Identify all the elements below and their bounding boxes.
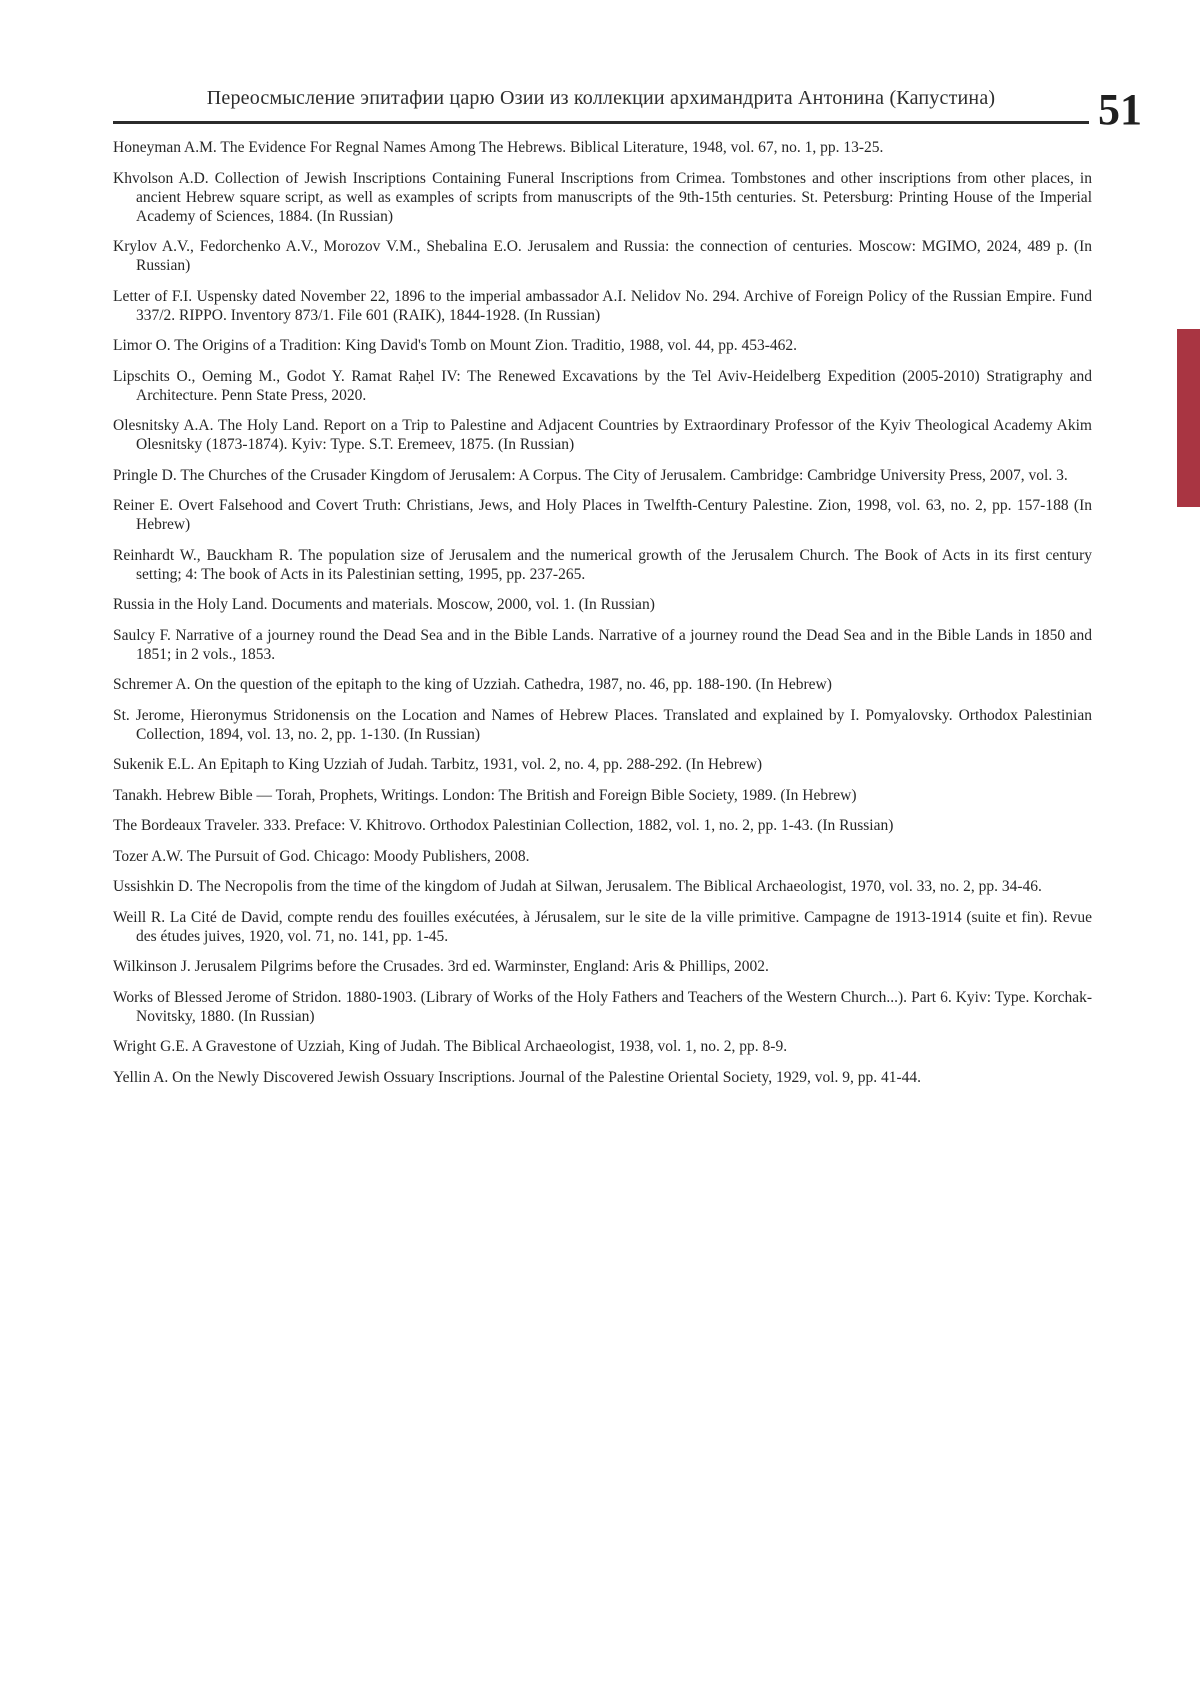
reference-entry: Reinhardt W., Bauckham R. The population size of Jerusalem and the numerical growth of the Jerusalem Church. The Book of Acts in its first century setting; 4: The book of Acts in its Palestinian setting, 1995, pp. 237-265. [113,546,1092,583]
references-list [113,138,1092,1098]
reference-entry: Wilkinson J. Jerusalem Pilgrims before the Crusades. 3rd ed. Warminster, England: Aris & Phillips, 2002. [113,958,769,975]
reference-entry: Russia in the Holy Land. Documents and materials. Moscow, 2000, vol. 1. (In Russian) [113,596,655,613]
reference-entry: Olesnitsky A.A. The Holy Land. Report on a Trip to Palestine and Adjacent Countries by Extraordinary Professor of the Kyiv Theological Academy Akim Olesnitsky (1873-1874). Kyiv: Type. S.T. Eremeev, 1875. (In Russian) [113,417,1092,453]
reference-entry: Honeyman A.M. The Evidence For Regnal Names Among The Hebrews. Biblical Literature, 1948, vol. 67, no. 1, pp. 13-25. [113,139,884,156]
reference-entry: Works of Blessed Jerome of Stridon. 1880-1903. (Library of Works of the Holy Fathers and Teachers of the Western Church...). Part 6. Kyiv: Type. Korchak-Novitsky, 1880. (In Russian) [113,988,1092,1025]
reference-entry: Saulcy F. Narrative of a journey round the Dead Sea and in the Bible Lands. Narrative of a journey round the Dead Sea and in the Bible Lands in 1850 and 1851; in 2 vols., 1853. [113,626,1092,663]
reference-entry: Ussishkin D. The Necropolis from the time of the kingdom of Judah at Silwan, Jerusalem. The Biblical Archaeologist, 1970, vol. 33, no. 2, pp. 34-46. [113,878,1042,895]
reference-entry: The Bordeaux Traveler. 333. Preface: V. Khitrovo. Orthodox Palestinian Collection, 1882, vol. 1, no. 2, pp. 1-43. (In Russian) [113,817,894,834]
reference-entry: Sukenik E.L. An Epitaph to King Uzziah of Judah. Tarbitz, 1931, vol. 2, no. 4, pp. 288-292. (In Hebrew) [113,756,763,773]
reference-entry: Khvolson A.D. Collection of Jewish Inscriptions Containing Funeral Inscriptions from Crimea. Tombstones and other inscriptions from other places, in ancient Hebrew square script, as well as examples of scripts from manuscripts of the 9th-15th centuries. St. Petersburg: Printing House of the Imperial Academy of Sciences, 1884. (In Russian) [113,169,1092,225]
reference-entry: Tozer A.W. The Pursuit of God. Chicago: Moody Publishers, 2008. [113,847,530,865]
reference-entry: Pringle D. The Churches of the Crusader Kingdom of Jerusalem: A Corpus. The City of Jerusalem. Cambridge: Cambridge University Press, 2007, vol. 3. [113,466,1068,484]
header-rule [113,121,1089,124]
reference-entry: Yellin A. On the Newly Discovered Jewish Ossuary Inscriptions. Journal of the Palestine Oriental Society, 1929, vol. 9, pp. 41-44. [113,1068,922,1086]
reference-entry: Wright G.E. A Gravestone of Uzziah, King of Judah. The Biblical Archaeologist, 1938, vol. 1, no. 2, pp. 8-9. [113,1038,788,1055]
reference-entry: St. Jerome, Hieronymus Stridonensis on the Location and Names of Hebrew Places. Translated and explained by I. Pomyalovsky. Orthodox Palestinian Collection, 1894, vol. 13, no. 2, pp. 1-130. (In Russian) [113,706,1092,743]
reference-entry: Limor O. The Origins of a Tradition: King David's Tomb on Mount Zion. Traditio, 1988, vol. 44, pp. 453-462. [113,337,798,354]
page-number: 51 [1098,85,1142,134]
margin-accent-bar [1177,329,1200,507]
reference-entry: Schremer A. On the question of the epitaph to the king of Uzziah. Cathedra, 1987, no. 46, pp. 188-190. (In Hebrew) [113,676,832,693]
reference-entry: Tanakh. Hebrew Bible — Torah, Prophets, Writings. London: The British and Foreign Bible Society, 1989. (In Hebrew) [113,786,857,804]
reference-entry: Reiner E. Overt Falsehood and Covert Truth: Christians, Jews, and Holy Places in Twelfth-Century Palestine. Zion, 1998, vol. 63, no. 2, pp. 157-188 (In Hebrew) [113,497,1092,533]
running-title: Переосмысление эпитафии царю Озии из коллекции архимандрита Антонина (Капустина) [206,87,996,109]
reference-entry: Krylov A.V., Fedorchenko A.V., Morozov V.M., Shebalina E.O. Jerusalem and Russia: the connection of centuries. Moscow: MGIMO, 2024, 489 p. (In Russian) [113,238,1092,274]
reference-entry: Weill R. La Cité de David, compte rendu des fouilles exécutées, à Jérusalem, sur le site de la ville primitive. Campagne de 1913-1914 (suite et fin). Revue des études juives, 1920, vol. 71, no. 141, pp. 1-45. [113,908,1092,945]
reference-entry: Letter of F.I. Uspensky dated November 22, 1896 to the imperial ambassador A.I. Nelidov No. 294. Archive of Foreign Policy of the Russian Empire. Fund 337/2. RIPPO. Inventory 873/1. File 601 (RAIK), 1844-1928. (In Russian) [113,287,1092,324]
reference-entry: Lipschits O., Oeming M., Godot Y. Ramat Raḥel IV: The Renewed Excavations by the Tel Aviv-Heidelberg Expedition (2005-2010) Stratigraphy and Architecture. Penn State Press, 2020. [113,367,1092,404]
